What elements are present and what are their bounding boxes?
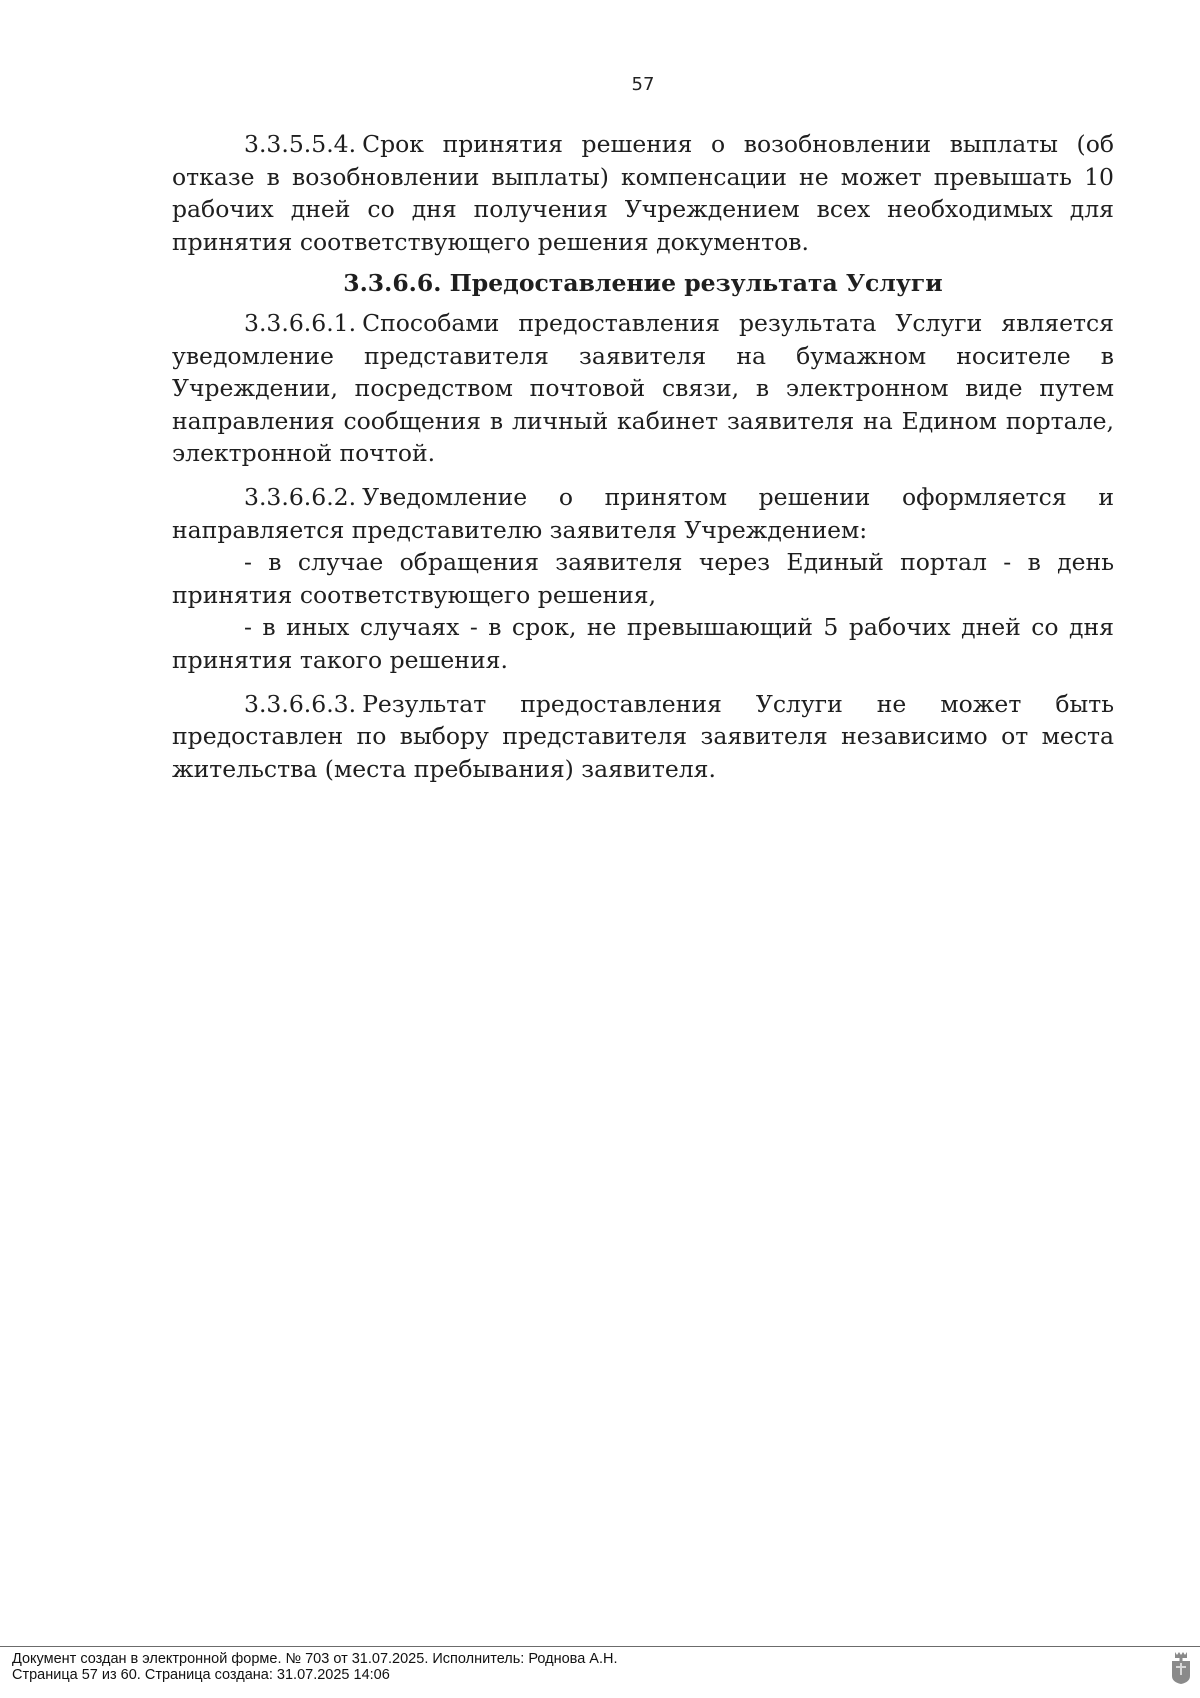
footer-divider bbox=[0, 1646, 1200, 1647]
footer-line-1: Документ создан в электронной форме. № 703 от 31.07.2025. Исполнитель: Роднова А.Н. bbox=[12, 1651, 618, 1667]
paragraph-number: 3.3.5.5.4. bbox=[244, 130, 357, 158]
paragraph-text: Способами предоставления результата Услуги является уведомление представителя заявителя на бумажном носителе в Учреждении, посредством почтовой связи, в электронном виде путем направления сообщения в личный кабинет заявителя на Едином портале, электронной почтой. bbox=[172, 308, 1114, 468]
paragraph-number: 3.3.6.6.3. bbox=[244, 689, 357, 718]
paragraph-3-3-6-6-2 bbox=[172, 481, 1114, 546]
paragraph-text: Уведомление о принятом решении оформляется и направляется представителю заявителя Учреждением: bbox=[172, 482, 1114, 544]
paragraph-3-3-5-5-4 bbox=[172, 128, 1114, 258]
section-heading: 3.3.6.6. Предоставление результата Услуги bbox=[343, 269, 943, 298]
paragraph-text: Срок принятия решения о возобновлении выплаты (об отказе в возобновлении выплаты) компенсации не может превышать 10 рабочих дней со дня получения Учреждением всех необходимых для принятия соответствующего решения документов. bbox=[172, 130, 1114, 256]
coat-of-arms-icon bbox=[1170, 1650, 1192, 1684]
document-body bbox=[172, 128, 1114, 785]
paragraph-text: Результат предоставления Услуги не может быть предоставлен по выбору представителя заявителя независимо от места жительства (места пребывания) заявителя. bbox=[172, 689, 1114, 783]
list-item-portal: - в случае обращения заявителя через Единый портал - в день принятия соответствующего решения, bbox=[172, 548, 1114, 609]
document-footer bbox=[12, 1651, 618, 1683]
paragraph-3-3-6-6-3 bbox=[172, 688, 1114, 786]
paragraph-3-3-6-6-1 bbox=[172, 307, 1114, 470]
footer-line-2: Страница 57 из 60. Страница создана: 31.07.2025 14:06 bbox=[12, 1667, 390, 1683]
paragraph-number: 3.3.6.6.2. bbox=[244, 482, 357, 511]
page-number: 57 bbox=[631, 74, 655, 95]
list-item-other-cases: - в иных случаях - в срок, не превышающий 5 рабочих дней со дня принятия такого решения. bbox=[172, 613, 1114, 674]
paragraph-number: 3.3.6.6.1. bbox=[244, 308, 357, 337]
